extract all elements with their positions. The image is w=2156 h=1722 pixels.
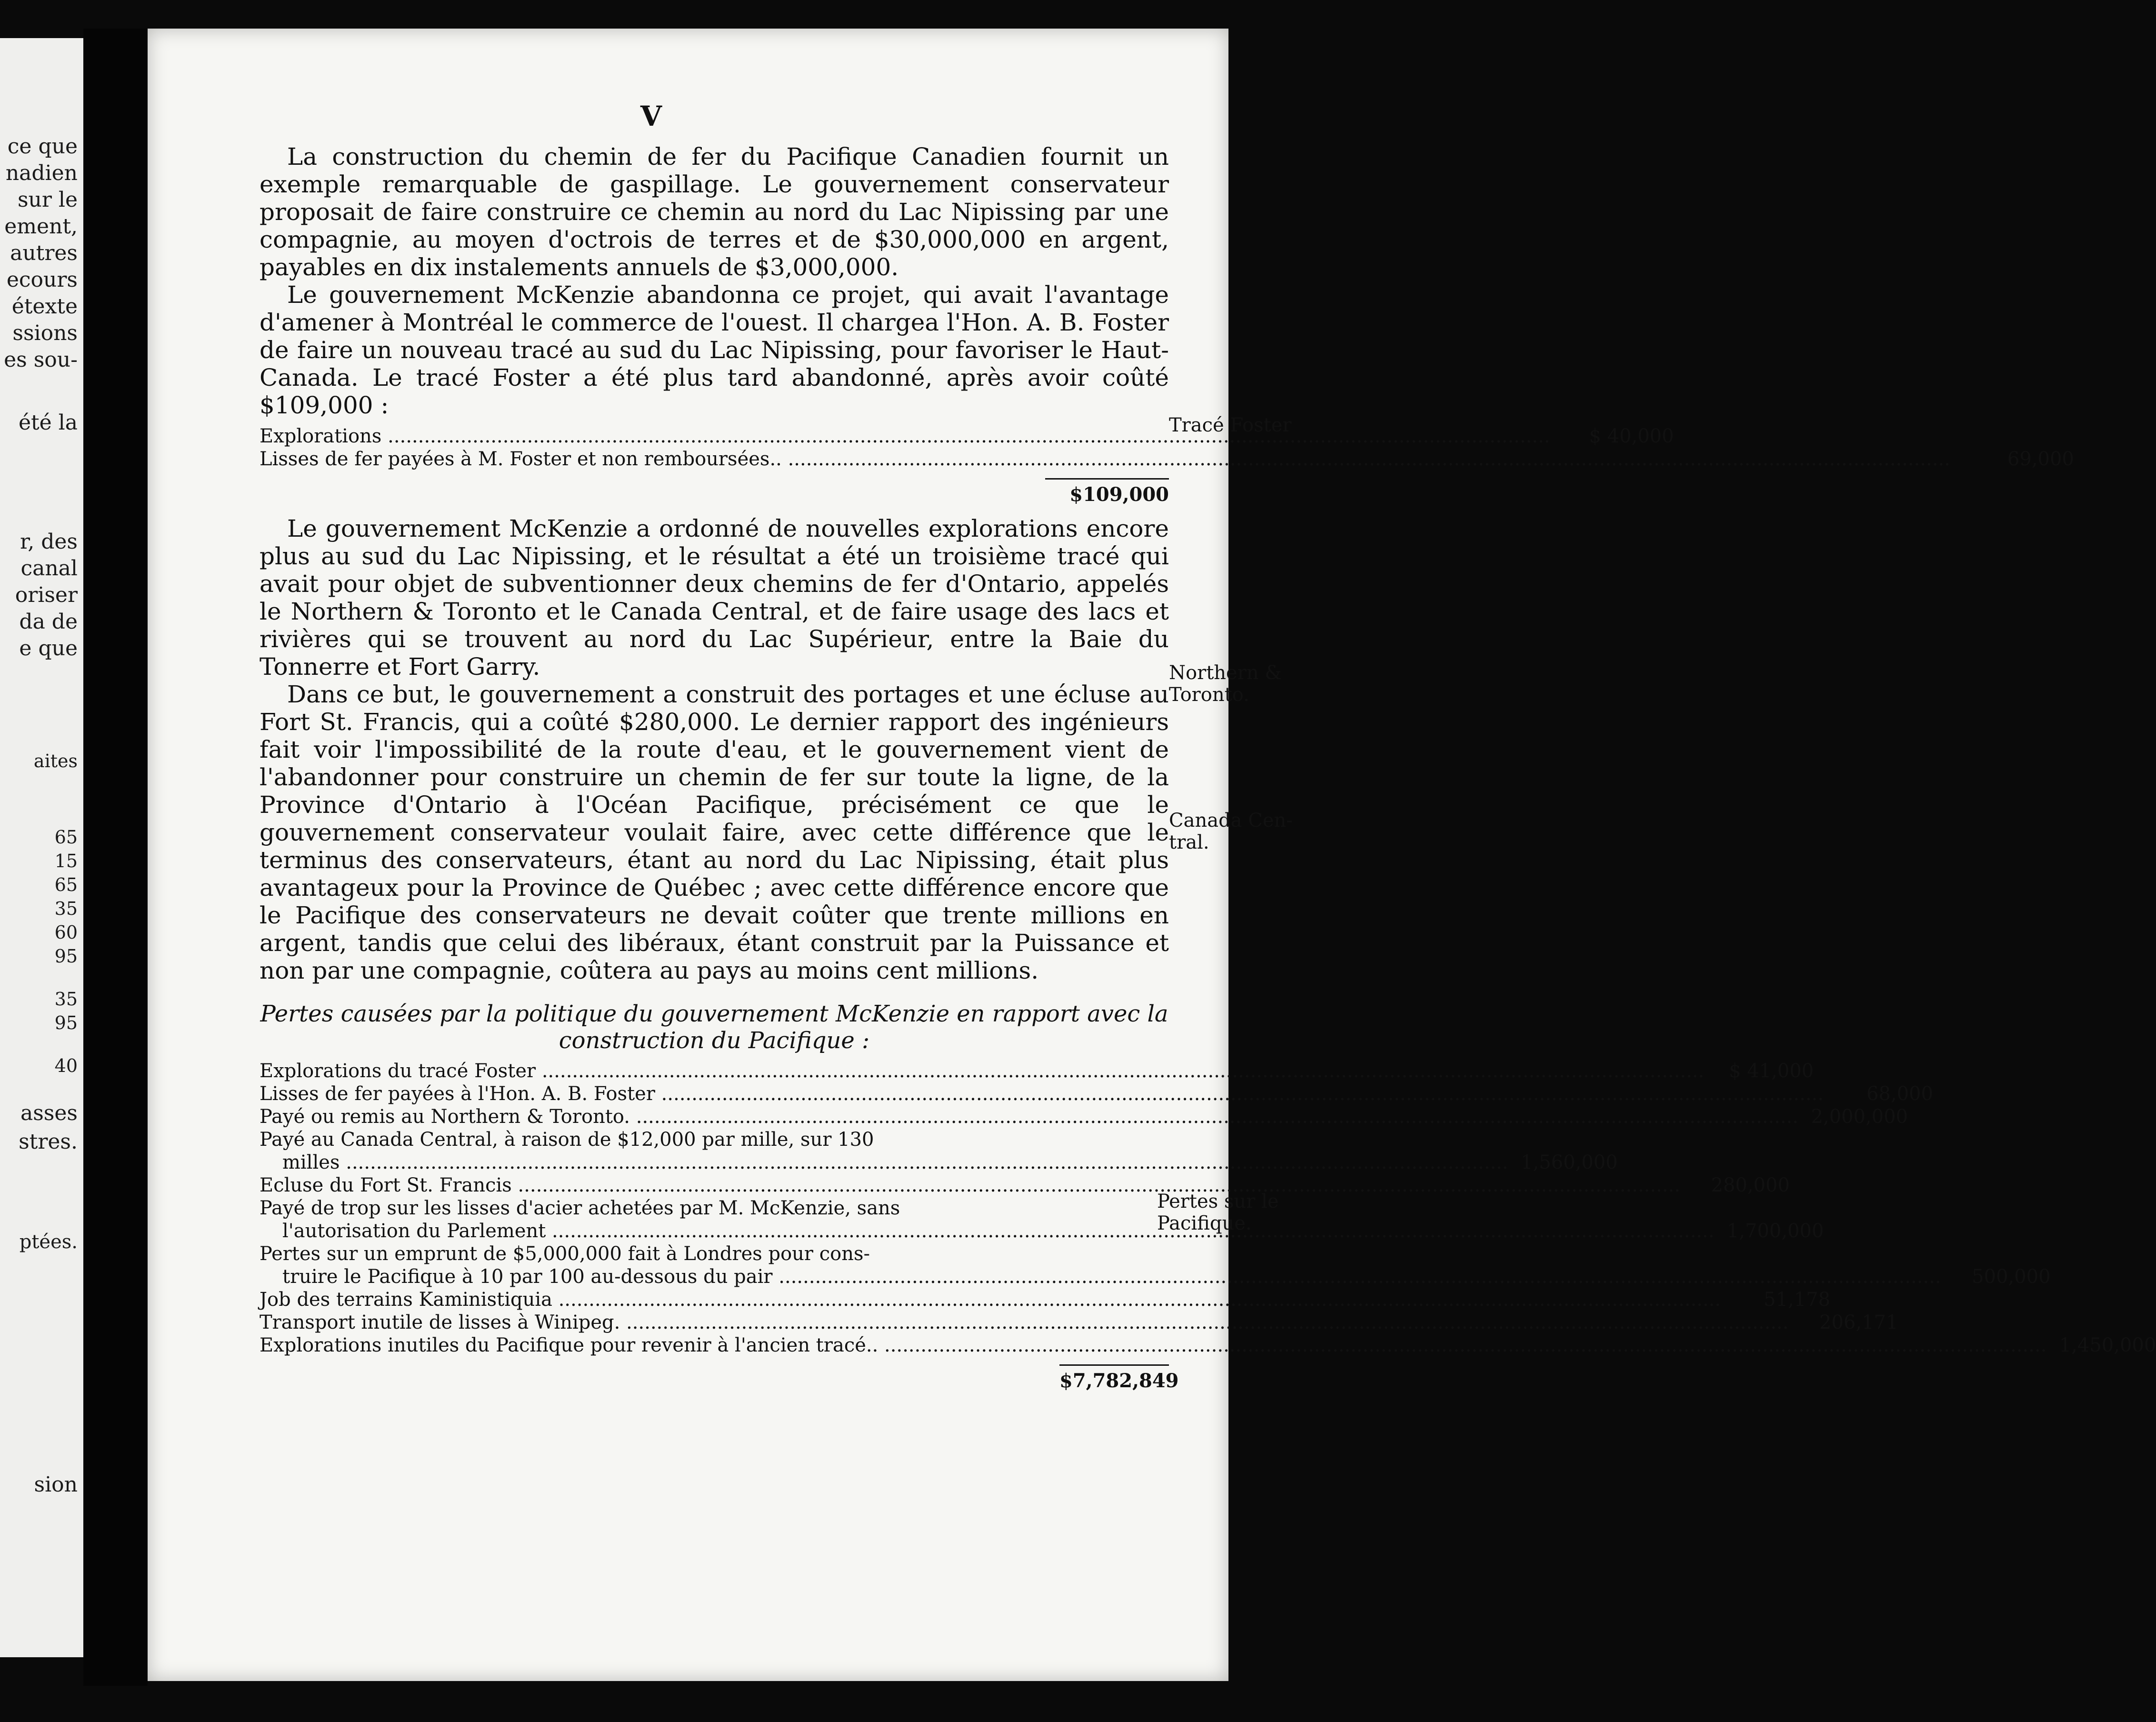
left-fragment: autres [10, 241, 78, 265]
left-fragment: 15 [54, 851, 78, 871]
paragraph: Dans ce but, le gouvernement a construit des portages et une écluse au Fort St. Francis, qui a coûté $280,000. Le dernier rapport des ingénieurs fait voir l'impossibilité de la route d'eau, et le gouvernement vient de l'abandonner pour construire un chemin de fer sur toute la ligne, de la Province d'Ontario à l'Océan Pacifique, précisément ce que le gouvernement conservateur voulait faire, avec cette différence que le terminus des conservateurs, étant au nord du Lac Nipissing, était plus avantageux pour la Province de Québec ; avec cette différence encore que le Pacifique des conservateurs ne devait coûter que trente millions en argent, tandis que celui des libéraux, étant construit par la Puissance et non par une compagnie, coûtera au pays au moins cent millions. [260, 681, 1169, 984]
margin-note-northern-toronto: Northern & Toronto. [1169, 662, 1282, 706]
table-row [260, 1197, 1169, 1220]
table-row [260, 1060, 1814, 1082]
left-fragment: 95 [54, 1012, 78, 1033]
left-fragment: 65 [54, 827, 78, 848]
left-fragment: e que [19, 636, 78, 661]
left-fragment: nadien [5, 161, 78, 185]
table-total [260, 478, 1169, 506]
row-label: Payé ou remis au Northern & Toronto. ..... [260, 1105, 1798, 1128]
paragraph: Le gouvernement McKenzie a ordonné de nouvelles explorations encore plus au sud du Lac Nipissing, et le résultat a été un troisième tracé qui avait pour objet de subventionner deux chemins de fer d'Ontario, appelés le Northern & Toronto et le Canada Central, et de faire usage des lacs et rivières qui se trouvent au nord du Lac Supérieur, entre la Baie du Tonnerre et Fort Garry. [260, 515, 1169, 681]
row-label: l'autorisation du Parlement ..... [260, 1220, 1714, 1242]
row-label: Explorations ..... [260, 425, 1550, 448]
table-row [260, 1334, 2156, 1357]
row-amount: 1,700,000 [1727, 1220, 1824, 1242]
row-label: truire le Pacifique à 10 par 100 au-dessous du pair ..... [260, 1265, 1941, 1288]
book-gutter [83, 29, 148, 1686]
row-label: milles ..... [260, 1151, 1508, 1174]
left-fragment: ssions [12, 321, 78, 345]
losses-heading: Pertes causées par la politique du gouvernement McKenzie en rapport avec la construction du Pacifique : [260, 1001, 1168, 1054]
row-amount: 69,000 [2007, 448, 2074, 470]
row-label: Lisses de fer payées à l'Hon. A. B. Foster ..... [260, 1082, 1824, 1105]
total-amount: $7,782,849 [1059, 1364, 1169, 1392]
row-amount: 206,171 [1819, 1312, 1898, 1333]
left-fragment: asses [20, 1101, 78, 1125]
margin-note-canada-central: Canada Cen- tral. [1169, 810, 1293, 853]
left-fragment: ptées. [19, 1231, 78, 1253]
row-label: Lisses de fer payées à M. Foster et non remboursées.. ..... [260, 448, 1950, 471]
left-fragment: 35 [54, 989, 78, 1010]
page-number: V [640, 100, 662, 132]
row-amount: 2,000,000 [1811, 1106, 1908, 1128]
row-label: Explorations inutiles du Pacifique pour revenir à l'ancien tracé.. ..... [260, 1334, 2046, 1357]
row-amount: $ 41,000 [1728, 1060, 1814, 1082]
left-fragment: aites [33, 751, 78, 771]
row-label: Ecluse du Fort St. Francis ..... [260, 1174, 1680, 1197]
table-row [260, 1311, 1898, 1334]
margin-note-pertes-pacifique: Pertes sur le Pacifique. [1157, 1191, 1279, 1234]
table-row [260, 1082, 1933, 1105]
margin-note-trace-foster: Tracé Foster [1169, 414, 1292, 436]
left-fragment: sion [34, 1472, 78, 1497]
table-row [260, 1105, 1908, 1128]
left-fragment: 95 [54, 946, 78, 967]
row-label: Payé de trop sur les lisses d'acier achetées par M. McKenzie, sans [260, 1197, 900, 1219]
row-amount: 1,560,000 [1520, 1151, 1618, 1173]
left-fragment: 40 [54, 1055, 78, 1076]
left-fragment: ce que [7, 134, 78, 159]
left-fragment: oriser [15, 583, 78, 607]
row-label: Pertes sur un emprunt de $5,000,000 fait à Londres pour cons- [260, 1243, 870, 1265]
table-row [260, 1128, 1169, 1151]
row-label: Job des terrains Kaministiquia ..... [260, 1288, 1721, 1311]
table-row [260, 1220, 1824, 1242]
left-fragment: 60 [54, 922, 78, 943]
table-row [260, 1242, 1169, 1265]
row-amount: 51,178 [1764, 1289, 1830, 1311]
left-fragment: étexte [11, 294, 78, 319]
table-row [260, 1265, 2051, 1288]
left-fragment: 35 [54, 898, 78, 919]
paragraph: La construction du chemin de fer du Pacifique Canadien fournit un exemple remarquable de gaspillage. Le gouvernement conservateur proposait de faire construire ce chemin au nord du Lac Nipissing par une compagnie, au moyen d'octrois de terres et de $30,000,000 en argent, payables en dix instalements annuels de $3,000,000. [260, 143, 1169, 281]
total-amount: $109,000 [1045, 478, 1169, 506]
table-row [260, 1151, 1618, 1174]
left-fragment: da de [19, 610, 78, 634]
left-fragment: ement, [4, 214, 78, 239]
left-fragment: été la [18, 410, 78, 435]
left-fragment: sur le [17, 188, 78, 212]
left-fragment: stres. [19, 1130, 78, 1154]
table-row [260, 1174, 1790, 1197]
row-amount: $ 40,000 [1589, 425, 1674, 447]
row-label: Payé au Canada Central, à raison de $12,000 par mille, sur 130 [260, 1129, 874, 1151]
table-row [260, 1288, 1830, 1311]
table-total [260, 1364, 1179, 1392]
left-fragment: es sou- [4, 348, 78, 372]
paragraph: Le gouvernement McKenzie abandonna ce projet, qui avait l'avantage d'amener à Montréal le commerce de l'ouest. Il chargea l'Hon. A. B. Foster de faire un nouveau tracé au sud du Lac Nipissing, pour favoriser le Haut-Canada. Le tracé Foster a été plus tard abandonné, après avoir coûté $109,000 : [260, 281, 1169, 419]
left-fragment: 65 [54, 874, 78, 895]
row-label: Transport inutile de lisses à Winipeg. ..... [260, 1311, 1788, 1334]
document-page [148, 29, 2156, 1681]
left-facing-page [0, 38, 83, 1657]
row-amount: 1,450,000 [2059, 1334, 2156, 1356]
row-amount: 500,000 [1972, 1266, 2051, 1288]
left-fragment: canal [20, 556, 78, 581]
row-amount: 68,000 [1866, 1083, 1933, 1105]
table-row [260, 448, 2074, 471]
row-amount: 280,000 [1711, 1174, 1790, 1196]
row-label: Explorations du tracé Foster ..... [260, 1060, 1704, 1082]
left-fragment: r, des [20, 530, 78, 554]
left-fragment: ecours [6, 268, 78, 292]
